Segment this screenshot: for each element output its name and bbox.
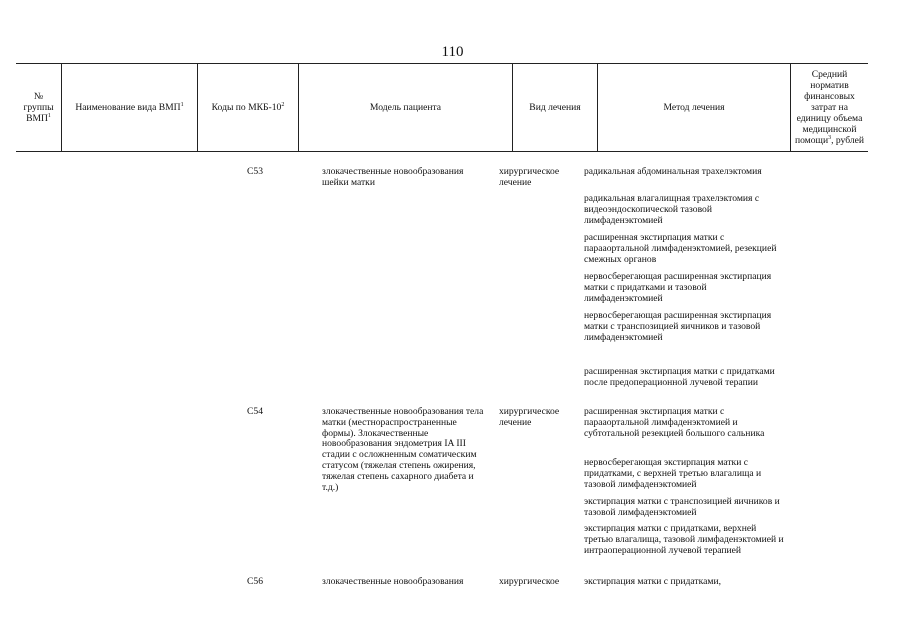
header-treatment-method: Метод лечения — [598, 64, 791, 151]
header-treatment-type: Вид лечения — [513, 64, 598, 151]
row-c53-method-6: расширенная экстирпация матки с придатками после предоперационной лучевой терапии — [584, 366, 775, 388]
header-cost-norm: Средний норматив финансовых затрат на единицу объема медицинской помощи$^3$, рублей — [794, 69, 865, 146]
header-vmp-name: Наименование вида ВМП$^1$ — [62, 64, 198, 151]
row-c54-method-4: экстирпация матки с придатками, верхней третью влагалища, тазовой лимфаденэктомией и интраоперационной лучевой терапией — [584, 523, 784, 556]
row-c53-method-3: расширенная экстирпация матки с парааортальной лимфаденэктомией, резекцией смежных органов — [584, 232, 777, 265]
row-c54-model: злокачественные новообразования тела матки (местнораспространенные формы). Злокачественные новообразования эндометрия IA III стадии с осложненным соматическим статусом (тяжелая степень ожирения, тяжелая степень сахарного диабета и т.д.) — [322, 406, 484, 493]
page-number: 110 — [441, 44, 464, 60]
header-patient-model: Модель пациента — [299, 64, 513, 151]
row-c56-method-1: экстирпация матки с придатками, — [584, 576, 721, 587]
row-c54-method-2: нервосберегающая экстирпация матки с придатками, с верхней третью влагалища и тазовой лимфаденэктомией — [584, 457, 762, 490]
header-icd-codes: Коды по МКБ-$10^2$ — [198, 64, 299, 151]
row-c53-type: хирургическое лечение — [499, 166, 560, 188]
row-c54-method-1: расширенная экстирпация матки с парааортальной лимфаденэктомией и субтотальной резекцией большого сальника — [584, 406, 765, 439]
row-c54-code: C54 — [247, 406, 263, 417]
row-c56-code: C56 — [247, 576, 263, 587]
row-c53-method-4: нервосберегающая расширенная экстирпация матки с придатками и тазовой лимфаденэктомией — [584, 271, 772, 304]
row-c53-method-2: радикальная влагалищная трахелэктомия с видеоэндоскопической тазовой лимфаденэктомией — [584, 193, 760, 226]
row-c54-method-3: экстирпация матки с транспозицией яичников и тазовой лимфаденэктомией — [584, 496, 780, 518]
row-c53-code: C53 — [247, 166, 263, 177]
table-header — [16, 63, 868, 152]
row-c53-method-5: нервосберегающая расширенная экстирпация матки с транспозицией яичников и тазовой лимфаденэктомией — [584, 310, 772, 343]
row-c53-model: злокачественные новообразования шейки матки — [322, 166, 464, 188]
row-c56-type: хирургическое — [499, 576, 560, 587]
header-group-number: № группы ВМП$^1$ — [16, 64, 62, 151]
row-c56-model: злокачественные новообразования — [322, 576, 464, 587]
row-c54-type: хирургическое лечение — [499, 406, 560, 428]
row-c53-method-1: радикальная абдоминальная трахелэктомия — [584, 166, 762, 177]
